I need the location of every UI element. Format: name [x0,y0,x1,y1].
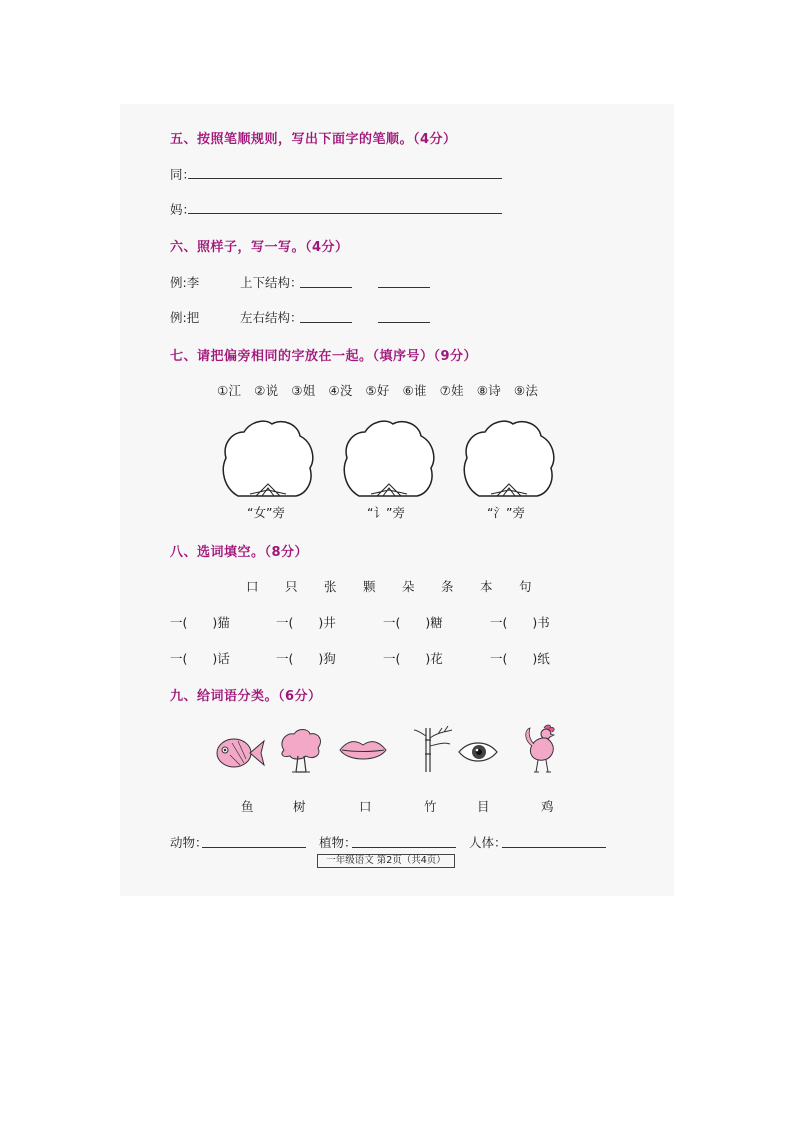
shell-label-shui: “氵”旁 [487,505,525,520]
example-label: 例:把 [170,310,200,325]
category-plant-label: 植物： [319,835,357,850]
fish-icon [214,733,266,773]
fill-blank-item[interactable]: 一( )书 [490,615,550,630]
word-option: 朵 [402,579,415,594]
fill-blank-item[interactable]: 一( )猫 [170,615,230,630]
answer-line[interactable] [188,213,502,214]
fill-blank-item[interactable]: 一( )话 [170,651,230,666]
word-option: 张 [324,579,337,594]
answer-line[interactable] [378,287,430,288]
word-fish: 鱼 [241,799,254,814]
answer-line[interactable] [502,847,606,848]
lips-icon [338,738,388,764]
word-bamboo: 竹 [424,799,437,814]
structure-label: 左右结构： [240,310,303,325]
word-option: 条 [441,579,454,594]
structure-label: 上下结构： [240,275,303,290]
rooster-icon [522,722,562,776]
fill-blank-item[interactable]: 一( )狗 [276,651,336,666]
word-option: 句 [519,579,532,594]
tree-icon [278,728,324,774]
shell-icon[interactable] [341,418,437,500]
bamboo-icon [412,724,454,774]
fill-blank-item[interactable]: 一( )糖 [383,615,443,630]
section6-title: 六、照样子，写一写。（4分） [170,240,349,255]
shell-icon[interactable] [220,418,316,500]
worksheet-page [120,104,674,896]
character-options: ①江 ②说 ③姐 ④没 ⑤好 ⑥谁 ⑦娃 ⑧诗 ⑨法 [217,383,539,398]
fill-blank-item[interactable]: 一( )花 [383,651,443,666]
fill-blank-item[interactable]: 一( )纸 [490,651,550,666]
word-option: 只 [285,579,298,594]
word-chicken: 鸡 [541,799,554,814]
category-animal-label: 动物： [170,835,208,850]
answer-line[interactable] [378,322,430,323]
stroke-order-char-tong: 同： [170,167,196,182]
answer-line[interactable] [300,287,352,288]
stroke-order-char-ma: 妈： [170,202,196,217]
page-footer [317,854,455,868]
shell-label-nv: “女”旁 [247,505,285,520]
category-body-label: 人体： [469,835,507,850]
word-option: 本 [480,579,493,594]
footer-text: 一年级语文 第2页（共4页） [326,855,446,866]
shell-label-yan: “讠”旁 [367,505,405,520]
shell-icon[interactable] [461,418,557,500]
answer-line[interactable] [188,178,502,179]
word-mouth: 口 [359,799,372,814]
section8-title: 八、选词填空。（8分） [170,545,309,560]
answer-line[interactable] [352,847,456,848]
example-label: 例:李 [170,275,200,290]
eye-icon [457,740,499,764]
word-eye: 目 [477,799,490,814]
word-option: 颗 [363,579,376,594]
section9-title: 九、给词语分类。（6分） [170,689,322,704]
section5-title: 五、按照笔顺规则，写出下面字的笔顺。（4分） [170,132,457,147]
word-option: 口 [246,579,259,594]
fill-blank-item[interactable]: 一( )井 [276,615,336,630]
answer-line[interactable] [300,322,352,323]
word-tree: 树 [293,799,306,814]
answer-line[interactable] [202,847,306,848]
section7-title: 七、请把偏旁相同的字放在一起。（填序号）（9分） [170,349,478,364]
